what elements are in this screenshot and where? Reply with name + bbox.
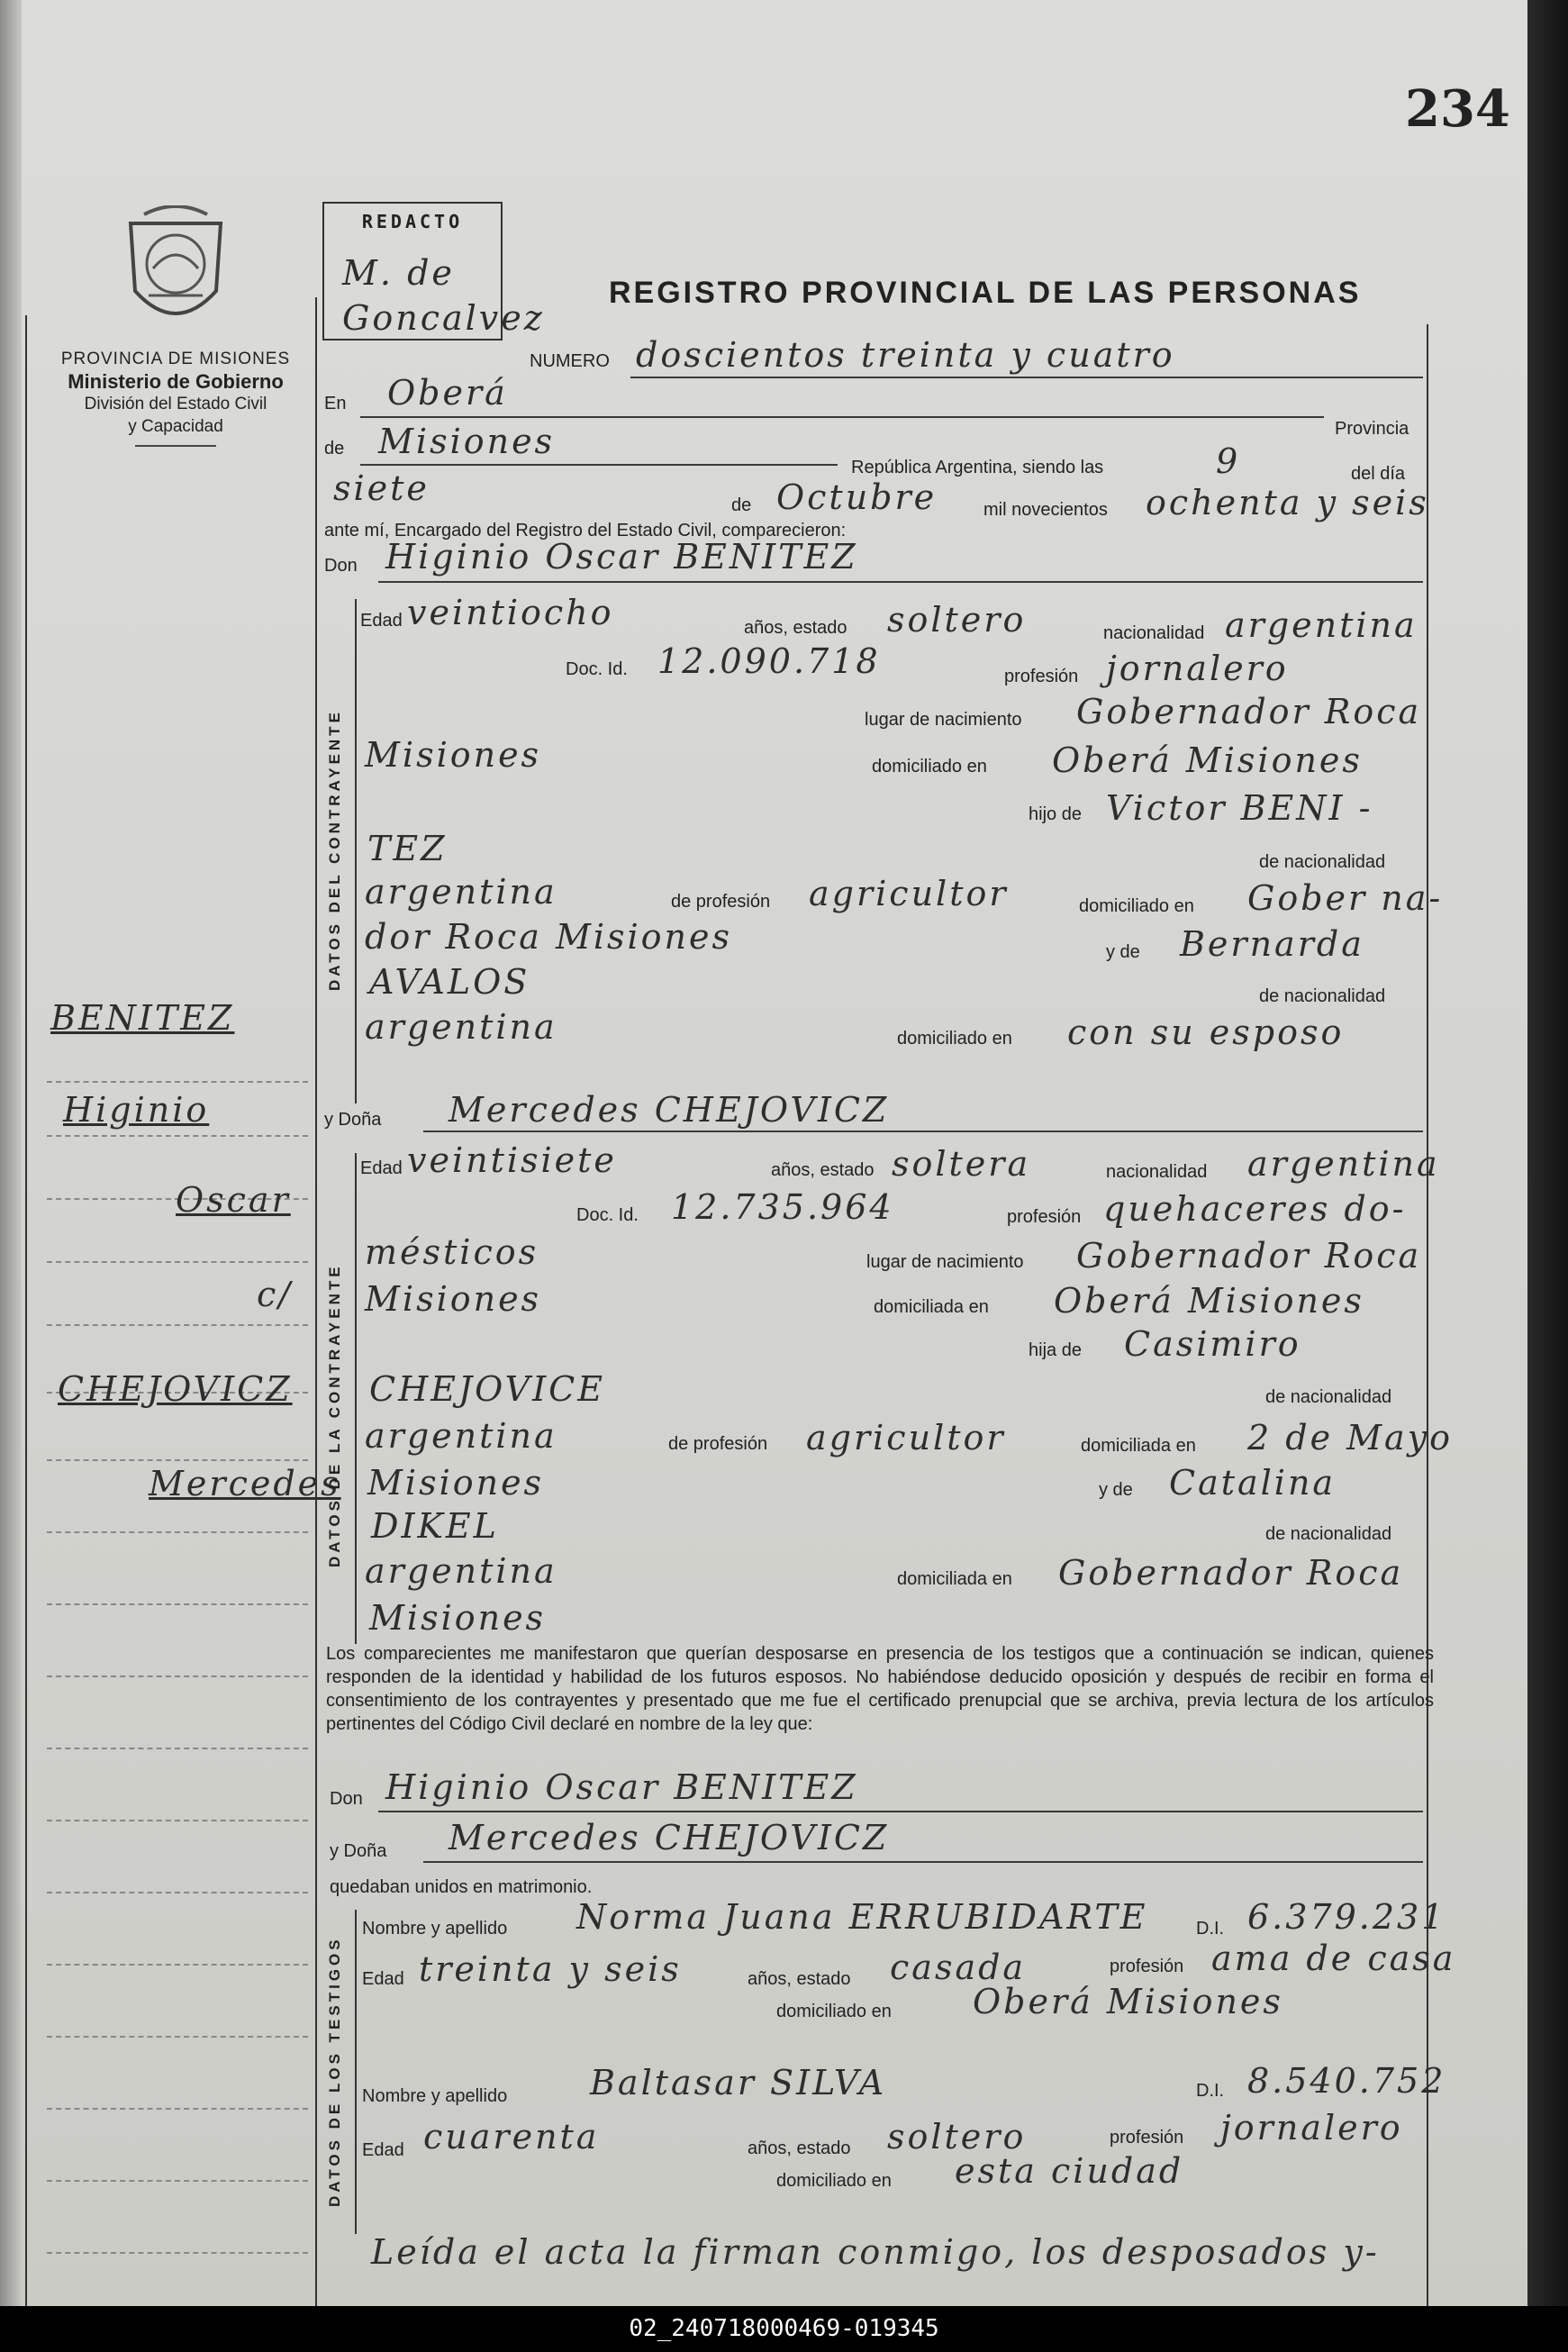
de-profesion-label: de profesión [668,1434,768,1454]
margin-line [47,1081,308,1083]
margin-note-c: c/ [257,1275,294,1314]
groom-bracket [355,599,357,1103]
margin-line [47,1748,308,1749]
quedaban-text: quedaban unidos en matrimonio. [330,1877,593,1897]
nacionalidad-label: nacionalidad [1103,623,1205,643]
year-value: ochenta y seis [1146,483,1429,522]
anos-label: años, estado [771,1160,875,1180]
fill-line [423,1861,1423,1863]
groom-mother-2: AVALOS [369,962,530,1002]
groom-age: veintiocho [407,593,614,632]
bride-father-address: 2 de Mayo [1247,1418,1454,1458]
bride-father-profession: agricultor [806,1418,1006,1458]
margin-frame-left [25,315,27,2306]
witness2-name: Baltasar SILVA [590,2063,887,2102]
main-frame-left [315,297,317,2306]
witness1-age: treinta y seis [419,1949,682,1989]
groom-name-declared: Higinio Oscar BENITEZ [385,1767,858,1807]
de-nacionalidad-label: de nacionalidad [1265,1524,1392,1544]
de-nacionalidad-label: de nacionalidad [1259,986,1386,1006]
groom-mother-nationality: argentina [365,1007,557,1047]
witness1-status: casada [890,1948,1027,1987]
page-edge-shadow [0,0,22,2306]
groom-doc: 12.090.718 [657,641,881,681]
bride-father-nationality: argentina [365,1416,557,1456]
main-frame-right [1427,324,1428,2306]
groom-profession: jornalero [1106,649,1289,688]
mil-label: mil novecientos [983,500,1108,520]
di-label: D.I. [1196,2081,1225,2101]
groom-mother-address: con su esposo [1067,1013,1345,1052]
numero-label: NUMERO [530,351,610,371]
margin-note-bride-name: Mercedes [149,1464,341,1503]
bride-father-address-2: Misiones [367,1463,545,1503]
domicilio-label: domiciliado en [872,757,987,776]
division-line: División del Estado Civil [84,395,267,413]
nacionalidad-label: nacionalidad [1106,1162,1208,1182]
witness1-profession: ama de casa [1211,1939,1456,1978]
redacto-line1: M. de [342,253,455,293]
doc-label: Doc. Id. [576,1205,639,1225]
margin-note-surname: BENITEZ [50,998,235,1038]
domicilio-label: domiciliado en [776,2171,892,2191]
margin-line [47,2180,308,2182]
bride-birthplace-2: Misiones [365,1279,542,1319]
margin-line [47,1892,308,1893]
bride-mother: Catalina [1169,1463,1337,1503]
city-value: Oberá [387,373,508,413]
redacto-label: REDACTO [361,211,464,232]
groom-father-profession: agricultor [809,874,1009,913]
domicilio-label: domiciliado en [1079,896,1194,916]
groom-section-label: DATOS DEL CONTRAYENTE [326,709,343,991]
bride-age: veintisiete [407,1140,617,1180]
edad-label: Edad [362,1969,404,1989]
bride-status: soltera [892,1144,1031,1184]
y-de-label: y de [1106,942,1140,962]
nombre-label: Nombre y apellido [362,2086,508,2106]
groom-father-address: Gober na- [1247,878,1444,918]
footer-id-bar: 02_240718000469-019345 [0,2306,1568,2352]
fill-line [378,581,1423,583]
witness1-name: Norma Juana ERRUBIDARTE [576,1897,1148,1937]
ministry-line: Ministerio de Gobierno [68,370,284,393]
groom-nationality: argentina [1225,605,1418,645]
day-value: siete [333,468,430,508]
witness2-address: esta ciudad [955,2151,1184,2191]
margin-line [47,1261,308,1263]
lugar-label: lugar de nacimiento [865,710,1022,730]
provincial-seal-icon [117,205,234,341]
groom-father-nationality: argentina [365,872,557,912]
fill-line [360,464,838,466]
margin-line [47,1531,308,1533]
margin-line [47,2036,308,2038]
doc-label: Doc. Id. [566,659,628,679]
groom-mother: Bernarda [1180,924,1364,964]
province-block [36,348,315,447]
witness2-status: soltero [887,2117,1027,2157]
redacto-line2: Goncalvez [342,298,545,338]
domicilio-label: domiciliada en [874,1297,989,1317]
domicilio-label: domiciliado en [897,1029,1012,1049]
witness1-address: Oberá Misiones [973,1982,1283,2021]
closing-text: Leída el acta la firman conmigo, los desposados y- [371,2232,1380,2272]
groom-name: Higinio Oscar BENITEZ [385,537,858,577]
capacity-line: y Capacidad [128,417,223,436]
dona-label: y Doña [324,1110,382,1130]
margin-line [47,1135,308,1137]
margin-line [47,1459,308,1461]
profesion-label: profesión [1110,2128,1184,2148]
de-month-label: de [731,495,752,515]
witness2-age: cuarenta [423,2117,600,2157]
margin-line [47,2252,308,2254]
witness-section-label: DATOS DE LOS TESTIGOS [326,1936,343,2207]
de-nacionalidad-label: de nacionalidad [1265,1387,1392,1407]
de-label: de [324,439,345,459]
groom-status: soltero [887,600,1027,640]
bride-father-2: CHEJOVICE [369,1369,605,1409]
del-dia-label: del día [1351,464,1406,484]
margin-note-bride-surname: CHEJOVICZ [58,1369,293,1409]
bride-mother-address: Gobernador Roca [1058,1553,1404,1593]
margin-note-name1: Higinio [63,1090,210,1130]
bride-name-declared: Mercedes CHEJOVICZ [449,1818,890,1857]
bride-mother-2: DIKEL [371,1506,499,1546]
province-value: Misiones [378,422,556,461]
margin-line [47,1964,308,1966]
domicilio-label: domiciliada en [897,1569,1012,1589]
anos-label: años, estado [744,618,847,638]
bride-mother-nationality: argentina [365,1551,557,1591]
groom-birthplace-2: Misiones [365,735,542,775]
registry-title: REGISTRO PROVINCIAL DE LAS PERSONAS [609,276,1362,310]
margin-line [47,1603,308,1605]
bride-name: Mercedes CHEJOVICZ [449,1090,890,1130]
bride-birthplace: Gobernador Roca [1076,1236,1422,1276]
lugar-label: lugar de nacimiento [866,1252,1024,1272]
hijo-label: hijo de [1029,804,1082,824]
anos-label: años, estado [748,1969,851,1989]
ante-mi-text: ante mí, Encargado del Registro del Estado Civil, comparecieron: [324,521,847,540]
en-label: En [324,394,347,413]
binding-edge [1527,0,1568,2306]
fill-line [360,416,1324,418]
margin-line [47,1324,308,1326]
di-label: D.I. [1196,1919,1225,1939]
redacto-box [322,202,545,341]
witness-bracket [355,1910,357,2234]
don-label: Don [324,556,358,576]
profesion-label: profesión [1110,1957,1184,1976]
page-number: 234 [1405,79,1510,139]
fill-line [378,1811,1423,1812]
groom-birthplace: Gobernador Roca [1076,692,1422,731]
groom-father-address-2: dor Roca Misiones [365,917,733,957]
dona-label: y Doña [330,1841,387,1861]
month-value: Octubre [776,477,938,517]
anos-label: años, estado [748,2139,851,2158]
de-nacionalidad-label: de nacionalidad [1259,852,1386,872]
hour-value: 9 [1216,441,1241,481]
fill-line [423,1131,1423,1132]
nombre-label: Nombre y apellido [362,1919,508,1939]
bride-father: Casimiro [1124,1324,1301,1364]
hija-label: hija de [1029,1340,1082,1360]
edad-label: Edad [360,611,403,631]
groom-father-2: TEZ [367,829,448,868]
province-line1: PROVINCIA DE MISIONES [60,350,291,368]
profesion-label: profesión [1007,1207,1082,1227]
edad-label: Edad [360,1158,403,1178]
witness1-di: 6.379.231 [1247,1897,1446,1937]
republica-label: República Argentina, siendo las [851,458,1104,477]
separator [135,445,216,447]
witness2-di: 8.540.752 [1247,2061,1446,2101]
don-label: Don [330,1789,363,1809]
bride-bracket [355,1153,357,1644]
witness2-profession: jornalero [1220,2108,1403,2148]
fill-line [630,377,1423,378]
bride-profession: quehaceres do- [1103,1189,1407,1229]
groom-address: Oberá Misiones [1052,740,1363,780]
profesion-label: profesión [1004,667,1079,686]
bride-doc: 12.735.964 [671,1187,894,1227]
margin-note-name2: Oscar [176,1180,291,1220]
bride-section-label: DATOS DE LA CONTRAYENTE [326,1263,343,1567]
margin-line [47,1820,308,1821]
margin-line [47,2108,308,2110]
bride-mother-address-2: Misiones [369,1598,547,1638]
declaration-text: Los comparecientes me manifestaron que querían desposarse en presencia de los testigos que a continuación se indican, quienes responden de la identidad y habilidad de los futuros esposos. No habiéndose deducido oposición y después de recibir en forma el consentimiento de los contrayentes y presentado que me fue el certificado prenupcial que se archiva, previa lectura de los artículos pertinentes del Código Civil declaré en nombre de la ley que: [326,1644,1434,1734]
domicilio-label: domiciliado en [776,2002,892,2021]
y-de-label: y de [1099,1480,1133,1500]
bride-profession-2: mésticos [365,1232,539,1272]
domicilio-label: domiciliada en [1081,1436,1196,1456]
bride-nationality: argentina [1247,1144,1440,1184]
groom-father: Victor BENI - [1106,788,1373,828]
numero-value: doscientos treinta y cuatro [636,335,1175,375]
margin-line [47,1675,308,1677]
de-profesion-label: de profesión [671,892,771,912]
provincia-label: Provincia [1335,419,1409,439]
bride-address: Oberá Misiones [1054,1281,1364,1321]
edad-label: Edad [362,2140,404,2160]
